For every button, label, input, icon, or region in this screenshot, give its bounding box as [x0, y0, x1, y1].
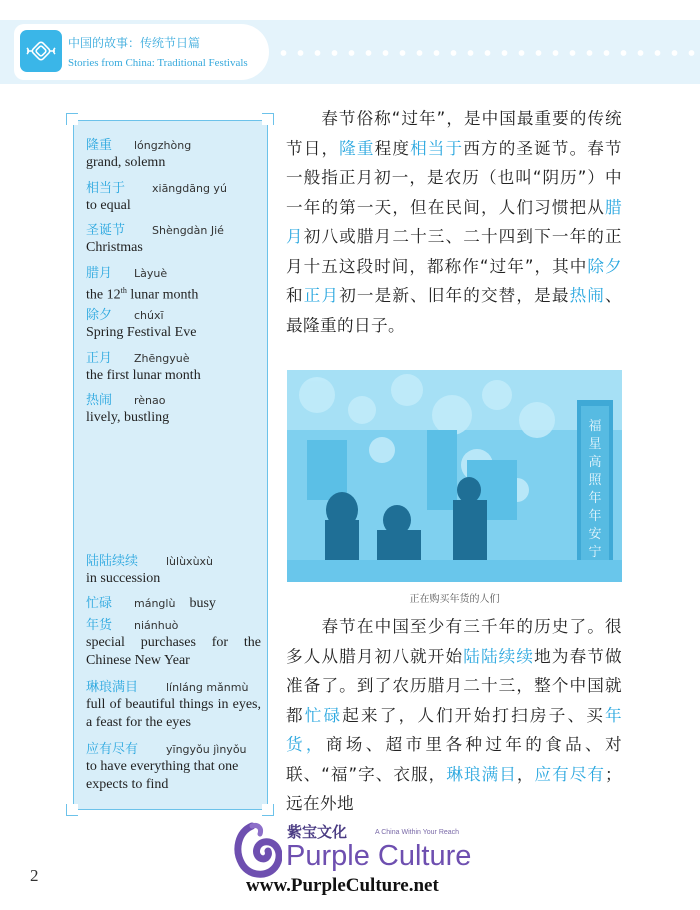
vocab-definition: lively, bustling — [86, 410, 170, 425]
vocab-pinyin: Shèngdàn Jié — [152, 224, 224, 237]
vocab-entry — [86, 304, 261, 342]
vocab-pinyin: lùlùxùxù — [166, 555, 214, 568]
vocab-word: 正月 — [86, 351, 113, 366]
text-run: 和 — [286, 286, 304, 305]
purple-culture-logo-icon — [232, 822, 282, 880]
highlighted-term: 除夕 — [587, 256, 622, 276]
highlighted-term: 热闹 — [569, 286, 606, 305]
vocab-entry — [86, 550, 261, 588]
vocab-pinyin: rènao — [134, 394, 166, 407]
vocab-word: 圣诞节 — [86, 223, 126, 238]
text-run: 地为春节做准备了。到了农历腊月二十三，整个中国就都 — [286, 646, 623, 725]
vocab-pinyin: Làyuè — [134, 267, 168, 280]
market-photo — [287, 370, 622, 582]
sidebar-corner-bottom-left — [66, 804, 78, 816]
vocab-pinyin: yīngyǒu jìnyǒu — [166, 743, 247, 756]
text-run: 春节在中国至少有三千年的历史了。很多人从腊月初八就开始 — [286, 617, 622, 666]
vocab-word: 年货 — [86, 618, 113, 633]
highlighted-term: 年货， — [286, 705, 622, 754]
series-title-en: Stories from China: Traditional Festivals — [68, 57, 248, 69]
body-paragraph-1 — [286, 104, 622, 340]
vocab-entry — [86, 738, 261, 794]
vocab-word: 忙碌 — [86, 596, 113, 611]
vocab-word: 相当于 — [86, 181, 126, 196]
vocab-definition: busy — [189, 596, 216, 611]
highlighted-term: 相当于 — [410, 138, 464, 158]
highlighted-term: 陆陆续续 — [463, 646, 535, 666]
header-dot-row — [275, 48, 695, 58]
vocab-word: 琳琅满目 — [86, 680, 139, 695]
vocab-entry — [86, 614, 261, 670]
vocab-pinyin: mánglù — [134, 597, 176, 610]
vocab-entry — [86, 177, 261, 215]
vocab-definition: special purchases for the Chinese New Year — [86, 635, 261, 668]
text-run: 程度 — [374, 138, 411, 158]
watermark-brand: Purple Culture — [286, 840, 472, 872]
text-run: 商场、超市里各种过年的食品、对联、“福”字、衣服， — [286, 735, 622, 784]
vocab-pinyin: xiāngdāng yú — [152, 182, 227, 195]
vocab-word: 隆重 — [86, 138, 113, 153]
vocab-word: 热闹 — [86, 393, 113, 408]
text-run: 初八或腊月二十三、二十四到下一年的正月十五这段时间，都称作“过年”，其中 — [286, 227, 623, 276]
highlighted-term: 正月 — [303, 286, 340, 305]
sidebar-corner-top-right — [262, 113, 274, 125]
highlighted-term: 琳琅满目 — [446, 764, 517, 784]
vocab-pinyin: Zhēngyuè — [134, 352, 190, 365]
watermark-cn: 紫宝文化 — [287, 823, 348, 841]
text-run: ；远在外地 — [286, 764, 623, 813]
vocab-pinyin: lóngzhòng — [134, 139, 192, 152]
highlighted-term: 腊月 — [286, 197, 622, 246]
text-run: 、最隆重的日子。 — [286, 286, 623, 335]
vocab-word: 除夕 — [86, 308, 113, 323]
vocab-entry — [86, 389, 261, 427]
text-run: 春节俗称“过年”，是中国最重要的传统节日， — [286, 109, 622, 158]
text-run: 西方的圣诞节。春节一般指正月初一，是农历（也叫“阴历”）中一年的第一天，但在民间，人们习惯把从 — [286, 138, 623, 217]
vocab-definition: to have everything that one expects to find — [86, 759, 239, 792]
vocab-definition: full of beautiful things in eyes, a feast for the eyes — [86, 697, 261, 730]
vocab-entry — [86, 134, 261, 172]
vocab-pinyin: línláng mǎnmù — [166, 681, 249, 694]
vocab-definition: grand, solemn — [86, 155, 166, 170]
photo-caption: 正在购买年货的人们 — [409, 594, 500, 605]
page-number: 2 — [30, 866, 39, 885]
watermark-url: www.PurpleCulture.net — [246, 875, 439, 896]
page-header — [0, 0, 700, 92]
vocab-entry — [86, 347, 261, 385]
watermark-tagline: A China Within Your Reach — [375, 829, 460, 836]
vocab-definition: in succession — [86, 571, 161, 586]
vocab-definition: to equal — [86, 198, 131, 213]
vocab-word: 陆陆续续 — [86, 554, 139, 569]
text-run: ， — [516, 764, 535, 784]
vocab-pinyin: chúxī — [134, 309, 164, 322]
vocab-word: 应有尽有 — [86, 742, 139, 757]
highlighted-term: 隆重 — [339, 138, 375, 158]
vocab-definition: the first lunar month — [86, 368, 201, 383]
vocab-entry — [86, 676, 261, 732]
text-run: 初一是新、旧年的交替，是最 — [339, 286, 570, 305]
series-title-cn: 中国的故事：传统节日篇 — [68, 36, 201, 50]
body-paragraph-2 — [286, 612, 622, 819]
highlighted-term: 忙碌 — [304, 705, 343, 725]
vocab-pinyin: niánhuò — [134, 619, 179, 632]
knot-icon — [20, 30, 62, 72]
vocab-definition: Christmas — [86, 240, 143, 255]
sidebar-corner-top-left — [66, 113, 78, 125]
sidebar-corner-bottom-right — [262, 804, 274, 816]
vocab-definition: Spring Festival Eve — [86, 325, 197, 340]
text-run: 起来了，人们开始打扫房子、买 — [342, 705, 605, 725]
lantern-sign-text: 福星高照年年安宁 — [588, 419, 602, 560]
highlighted-term: 应有尽有 — [534, 764, 606, 784]
vocab-entry — [86, 219, 261, 257]
vocab-definition: the 12th lunar month — [86, 286, 199, 303]
vocab-word: 腊月 — [86, 266, 113, 281]
vocab-entry — [86, 592, 261, 612]
vocab-entry — [86, 262, 261, 305]
